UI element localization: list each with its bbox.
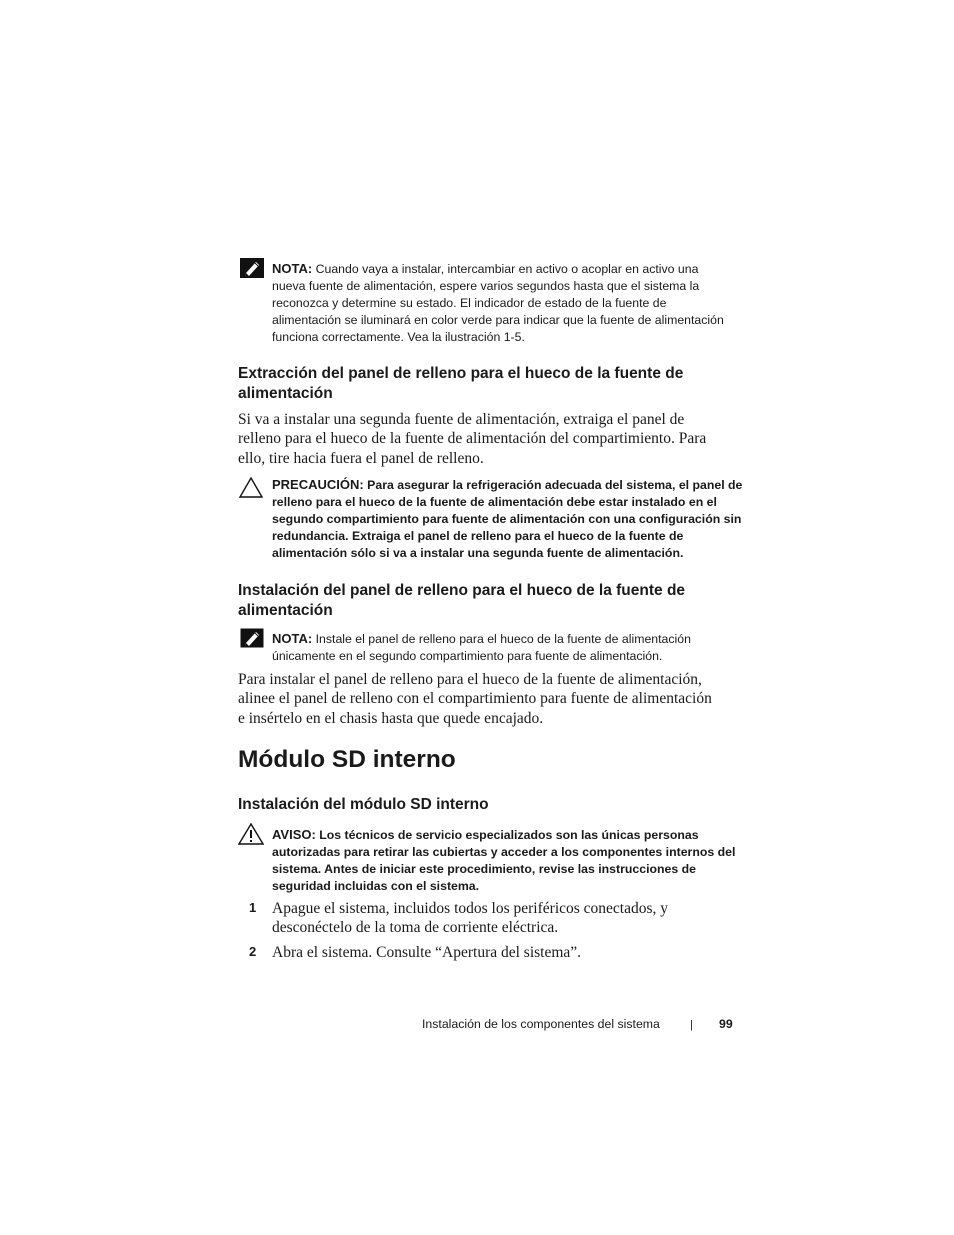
paragraph-line: ello, tire hacia fuera el panel de relleno. xyxy=(238,449,484,467)
heading-line: Instalación del panel de relleno para el hueco de la fuente de xyxy=(238,582,686,599)
note-1 xyxy=(272,260,752,346)
warning-text-line: sistema. Antes de iniciar este procedimiento, revise las instrucciones de xyxy=(272,862,696,877)
paragraph-line: relleno para el hueco de la fuente de alimentación del compartimiento. Para xyxy=(238,430,707,448)
caution-text-line: segundo compartimiento para fuente de alimentación con una configuración sin xyxy=(272,512,742,527)
heading-line: alimentación xyxy=(238,602,333,619)
heading-line: Extracción del panel de relleno para el hueco de la fuente de xyxy=(238,365,684,382)
step-text-line: Abra el sistema. Consulte “Apertura del sistema”. xyxy=(272,944,582,961)
step-number: 2 xyxy=(249,944,257,959)
step-text xyxy=(272,943,752,962)
note-2 xyxy=(272,630,752,665)
caution-triangle-icon xyxy=(239,477,263,498)
caution-text-line: redundancia. Extraiga el panel de relleno para el hueco de la fuente de xyxy=(272,529,684,544)
paragraph-line: Si va a instalar una segunda fuente de alimentación, extraiga el panel de xyxy=(238,411,685,428)
note-label: NOTA: xyxy=(272,631,313,646)
warning-text-line: seguridad incluidas con el sistema. xyxy=(272,879,480,894)
section-heading-extraction xyxy=(238,364,758,404)
section-2-paragraph xyxy=(238,670,748,728)
note-label: NOTA: xyxy=(272,261,313,276)
caution-label: PRECAUCIÓN: xyxy=(272,477,364,492)
warning-1 xyxy=(272,826,752,895)
footer-chapter-title: Instalación de los componentes del sistema xyxy=(422,1017,660,1031)
warning-text-line: autorizadas para retirar las cubiertas y acceder a los componentes internos del xyxy=(272,845,736,860)
sub-heading: Instalación del módulo SD interno xyxy=(238,796,489,813)
caution-1 xyxy=(272,476,752,562)
note-text-line: Cuando vaya a instalar, intercambiar en activo o acoplar en activo una xyxy=(315,262,699,276)
caution-text-line: relleno para el hueco de la fuente de alimentación debe estar instalado en el xyxy=(272,495,717,510)
note-text-line: alimentación se iluminará en color verde para indicar que la fuente de alimentación xyxy=(272,313,724,328)
warning-text-line: Los técnicos de servicio especializados son las únicas personas xyxy=(319,828,699,842)
paragraph-line: e insértelo en el chasis hasta que quede encajado. xyxy=(238,709,544,727)
note-text-line: funciona correctamente. Vea la ilustración 1-5. xyxy=(272,330,525,345)
page-title: Módulo SD interno xyxy=(238,746,456,773)
step-number: 1 xyxy=(249,900,257,915)
paragraph-line: Para instalar el panel de relleno para el hueco de la fuente de alimentación, xyxy=(238,671,702,688)
warning-label: AVISO: xyxy=(272,827,316,842)
caution-text-line: Para asegurar la refrigeración adecuada del sistema, el panel de xyxy=(367,478,743,492)
note-text-line: nueva fuente de alimentación, espere varios segundos hasta que el sistema la xyxy=(272,279,700,294)
note-text-line: reconozca y determine su estado. El indicador de estado de la fuente de xyxy=(272,296,667,311)
step-text-line: desconéctelo de la toma de corriente eléctrica. xyxy=(272,919,559,937)
step-text-line: Apague el sistema, incluidos todos los periféricos conectados, y xyxy=(272,900,669,917)
footer-separator: | xyxy=(690,1019,693,1031)
heading-line: alimentación xyxy=(238,385,333,402)
page-number: 99 xyxy=(719,1017,733,1031)
caution-text-line: alimentación sólo si va a instalar una segunda fuente de alimentación. xyxy=(272,546,684,561)
note-text-line: únicamente en el segundo compartimiento para fuente de alimentación. xyxy=(272,649,663,664)
step-text xyxy=(272,899,752,938)
note-pencil-icon xyxy=(240,628,264,648)
note-text-line: Instale el panel de relleno para el hueco de la fuente de alimentación xyxy=(315,632,691,646)
section-heading-installation xyxy=(238,581,758,621)
paragraph-line: alinee el panel de relleno con el compartimiento para fuente de alimentación xyxy=(238,690,712,708)
warning-triangle-icon xyxy=(238,823,264,845)
section-1-paragraph xyxy=(238,410,748,468)
note-pencil-icon xyxy=(240,258,264,278)
